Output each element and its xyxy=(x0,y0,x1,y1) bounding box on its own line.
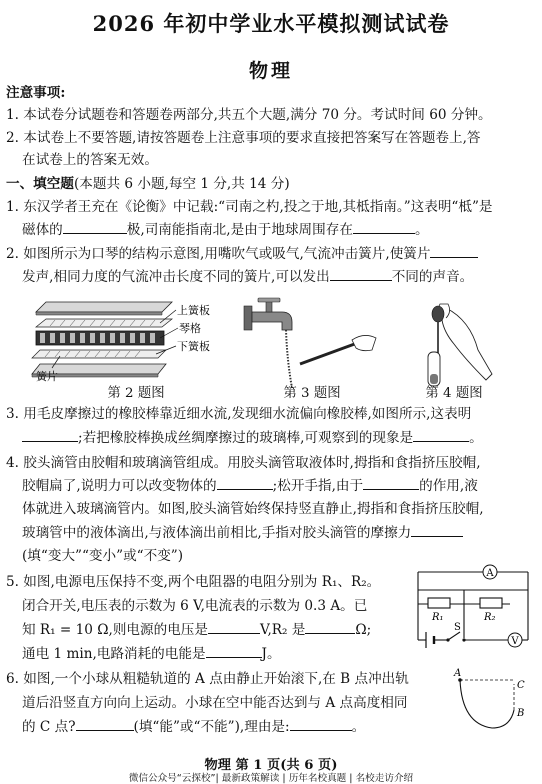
notice-item-1: 1. 本试卷分试题卷和答题卷两部分,共五个大题,满分 70 分。考试时间 60 分钟。 xyxy=(6,107,492,123)
dropper-figure xyxy=(428,304,492,386)
q3-line-1: 3. 用毛皮摩擦过的橡胶棒靠近细水流,发现细水流偏向橡胶棒,如图所示,这表明 xyxy=(6,406,472,422)
page-footer: 物理 第 1 页(共 6 页) xyxy=(204,758,338,773)
fig3-caption: 第 3 题图 xyxy=(283,386,341,401)
q3-blank-2 xyxy=(413,429,469,442)
q4-text-b: ;松开手指,由于 xyxy=(272,478,364,494)
section-heading xyxy=(6,175,536,194)
q5-blank-1 xyxy=(208,621,260,634)
q5-text-e: J。 xyxy=(261,646,281,662)
q4-text-d: 玻璃管中的液体滴出,与液体滴出前相比,手指对胶头滴管的摩擦力 xyxy=(22,525,412,541)
q1-blank-1 xyxy=(63,221,127,234)
fig4-caption: 第 4 题图 xyxy=(425,386,483,401)
q6-text-a: 的 C 点? xyxy=(22,719,76,735)
subject-title: 物理 xyxy=(248,60,293,82)
q4-line-2 xyxy=(22,477,536,496)
q6-text-c: 。 xyxy=(351,719,366,735)
q6-line-1: 6. 如图,一个小球从粗糙轨道的 A 点由静止开始滚下,在 B 点冲出轨 xyxy=(6,671,409,687)
label-upper-reed-plate: 上簧板 xyxy=(177,304,210,317)
notice-heading: 注意事项: xyxy=(6,85,66,101)
q4-text-a: 胶帽扁了,说明力可以改变物体的 xyxy=(22,478,217,494)
q5-line-1: 5. 如图,电源电压保持不变,两个电阻器的电阻分别为 R₁、R₂。 xyxy=(6,574,381,590)
section-title: 一、填空题 xyxy=(6,176,74,192)
fig2-caption: 第 2 题图 xyxy=(107,386,165,401)
q3-line-2 xyxy=(22,429,536,448)
section-note: (本题共 6 小题,每空 1 分,共 14 分) xyxy=(73,176,290,192)
q4-text-c: 的作用,液 xyxy=(419,478,478,494)
q2-line-2 xyxy=(22,268,536,287)
q2-blank-1 xyxy=(430,245,478,258)
r2-label: R₂ xyxy=(484,612,496,623)
switch-label: S xyxy=(454,622,461,633)
q4-blank-3 xyxy=(411,524,463,537)
q2-line-1 xyxy=(6,245,536,264)
notice-item-2: 2. 本试卷上不要答题,请按答题卷上注意事项的要求直接把答案写在答题卷上,答 xyxy=(6,130,481,146)
q1-text-a: 磁体的 xyxy=(22,222,63,238)
q6-line-2: 道后沿竖直方向向上运动。小球在空中能否达到与 A 点高度相同 xyxy=(22,695,408,711)
q4-line-1: 4. 胶头滴管由胶帽和玻璃滴管组成。用胶头滴管取液体时,拇指和食指挤压胶帽, xyxy=(6,455,481,471)
point-c-label: C xyxy=(517,680,525,691)
q5-text-b: V,R₂ 是 xyxy=(260,622,306,638)
r1-label: R₁ xyxy=(432,612,444,623)
q5-text-c: Ω; xyxy=(355,622,372,638)
notice-item-2-cont: 在试卷上的答案无效。 xyxy=(22,152,158,168)
q3-blank-1 xyxy=(22,429,78,442)
q3-text-a: ;若把橡胶棒换成丝绸摩擦过的玻璃棒,可观察到的现象是 xyxy=(78,430,414,446)
q1-text-b: 极,司南能指南北,是由于地球周围存在 xyxy=(126,222,353,238)
q1-text-c: 。 xyxy=(414,222,429,238)
q2-text-b: 发声,相同力度的气流冲击长度不同的簧片,可以发出 xyxy=(22,269,330,285)
faucet-figure xyxy=(244,298,376,388)
q4-line-3: 体就进入玻璃滴管内。如图,胶头滴管始终保持竖直静止,拇指和食指挤压胶帽, xyxy=(22,501,484,517)
label-reed: 簧片 xyxy=(36,370,58,383)
q1-line-1: 1. 东汉学者王充在《论衡》中记载:“司南之杓,投之于地,其柢指南。”这表明“柢”是 xyxy=(6,199,493,215)
q4-line-5: (填“变大”“变小”或“不变”) xyxy=(22,548,184,564)
harmonica-figure xyxy=(32,302,210,383)
track-diagram xyxy=(452,666,536,736)
q4-line-4 xyxy=(22,524,536,543)
exam-title: 2026 年初中学业水平模拟测试试卷 xyxy=(92,11,450,36)
q6-blank-2 xyxy=(290,718,352,731)
q1-blank-2 xyxy=(353,221,415,234)
label-comb: 琴格 xyxy=(179,322,201,335)
circuit-diagram xyxy=(400,560,536,662)
q3-text-b: 。 xyxy=(469,430,483,446)
q4-blank-1 xyxy=(217,477,273,490)
voltmeter-label: V xyxy=(511,636,519,647)
q4-blank-2 xyxy=(363,477,419,490)
label-lower-reed-plate: 下簧板 xyxy=(177,340,210,353)
ammeter-label: A xyxy=(486,568,494,579)
q1-line-2 xyxy=(22,221,536,240)
q2-blank-2 xyxy=(330,268,392,281)
q2-text-a: 2. 如图所示为口琴的结构示意图,用嘴吹气或吸气,气流冲击簧片,使簧片 xyxy=(6,246,431,262)
q5-text-a: 知 R₁ = 10 Ω,则电源的电压是 xyxy=(22,622,208,638)
point-b-label: B xyxy=(517,708,525,719)
q5-line-2: 闭合开关,电压表的示数为 6 V,电流表的示数为 0.3 A。已 xyxy=(22,598,368,614)
q6-text-b: (填“能”或“不能”),理由是: xyxy=(133,719,290,735)
q5-text-d: 通电 1 min,电路消耗的电能是 xyxy=(22,646,206,662)
q6-blank-1 xyxy=(76,718,134,731)
promo-bar: 微信公众号“云探校”| 最新政策解读 | 历年名校真题 | 名校走访介绍 xyxy=(128,773,414,784)
point-a-label: A xyxy=(454,668,462,679)
q2-text-c: 不同的声音。 xyxy=(391,269,474,285)
q5-blank-3 xyxy=(206,645,262,658)
q5-blank-2 xyxy=(305,621,355,634)
